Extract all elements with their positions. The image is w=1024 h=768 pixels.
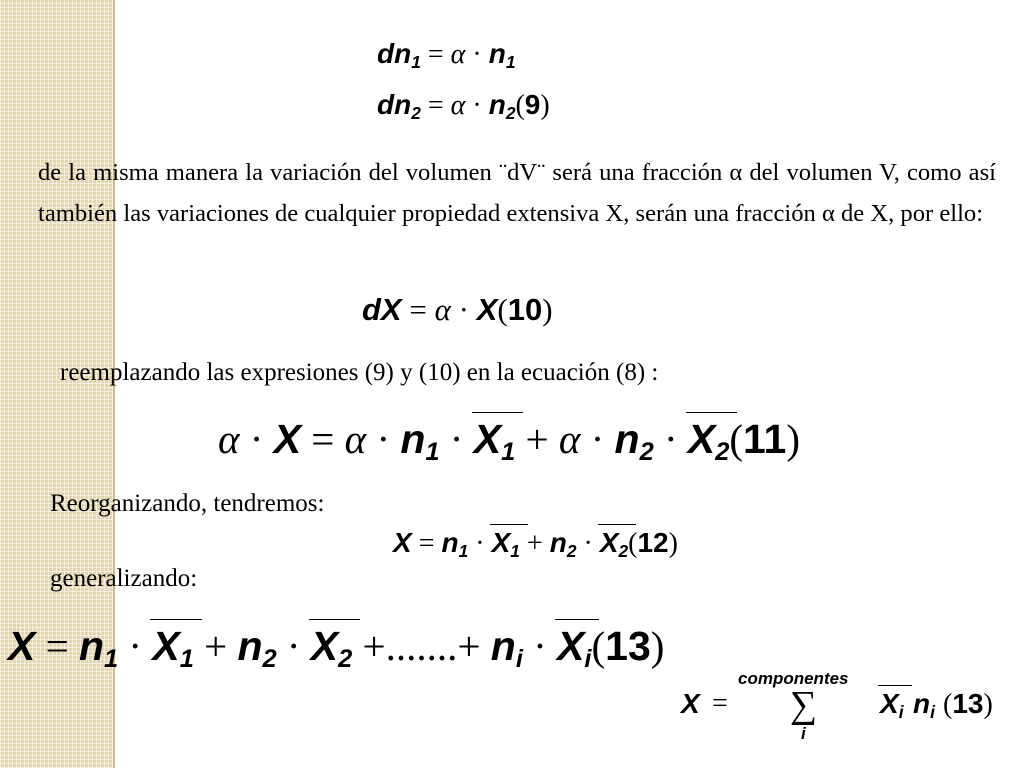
equation-dn1: $dn_1 = \alpha \cdot n_1$ — [377, 38, 516, 72]
equation-11: $\alpha \cdot X = \alpha \cdot n_1 \cdot X_1 + \alpha \cdot n_2 \cdot X_2(11)$ — [218, 416, 801, 467]
summation-lower-index: i — [801, 724, 806, 743]
equation-10: dX = α · X(10) — [362, 292, 553, 327]
alpha-symbol: α — [821, 200, 835, 227]
equation-12: $X = n_1 \cdot X_1 + n_2 \cdot X_2(12)$ — [393, 527, 678, 561]
summation-sign: ∑ — [790, 684, 818, 726]
body-paragraph: de la misma manera la variación del volumen ¨dV¨ será una fracción α del volumen V, como así también las variaciones de cualquier propiedad extensiva X, serán una fracción α de X, por ello: — [38, 159, 997, 227]
text-reorganizing: Reorganizando, tendremos: — [50, 490, 325, 517]
equation-13: $X = n_1 \cdot X_1 + n_2 \cdot X_2$ +.......+ $n_i \cdot X_i(13)$ — [8, 623, 665, 674]
text-replacing: reemplazando las expresiones (9) y (10) en la ecuación (8) : — [60, 359, 659, 386]
alpha-symbol: α — [729, 159, 743, 186]
text-generalizing: generalizando: — [50, 565, 198, 592]
equation-dn2: $dn_2 = \alpha \cdot n_2(9)$ — [377, 89, 550, 123]
summation-upper-limit: componentes — [738, 669, 849, 688]
